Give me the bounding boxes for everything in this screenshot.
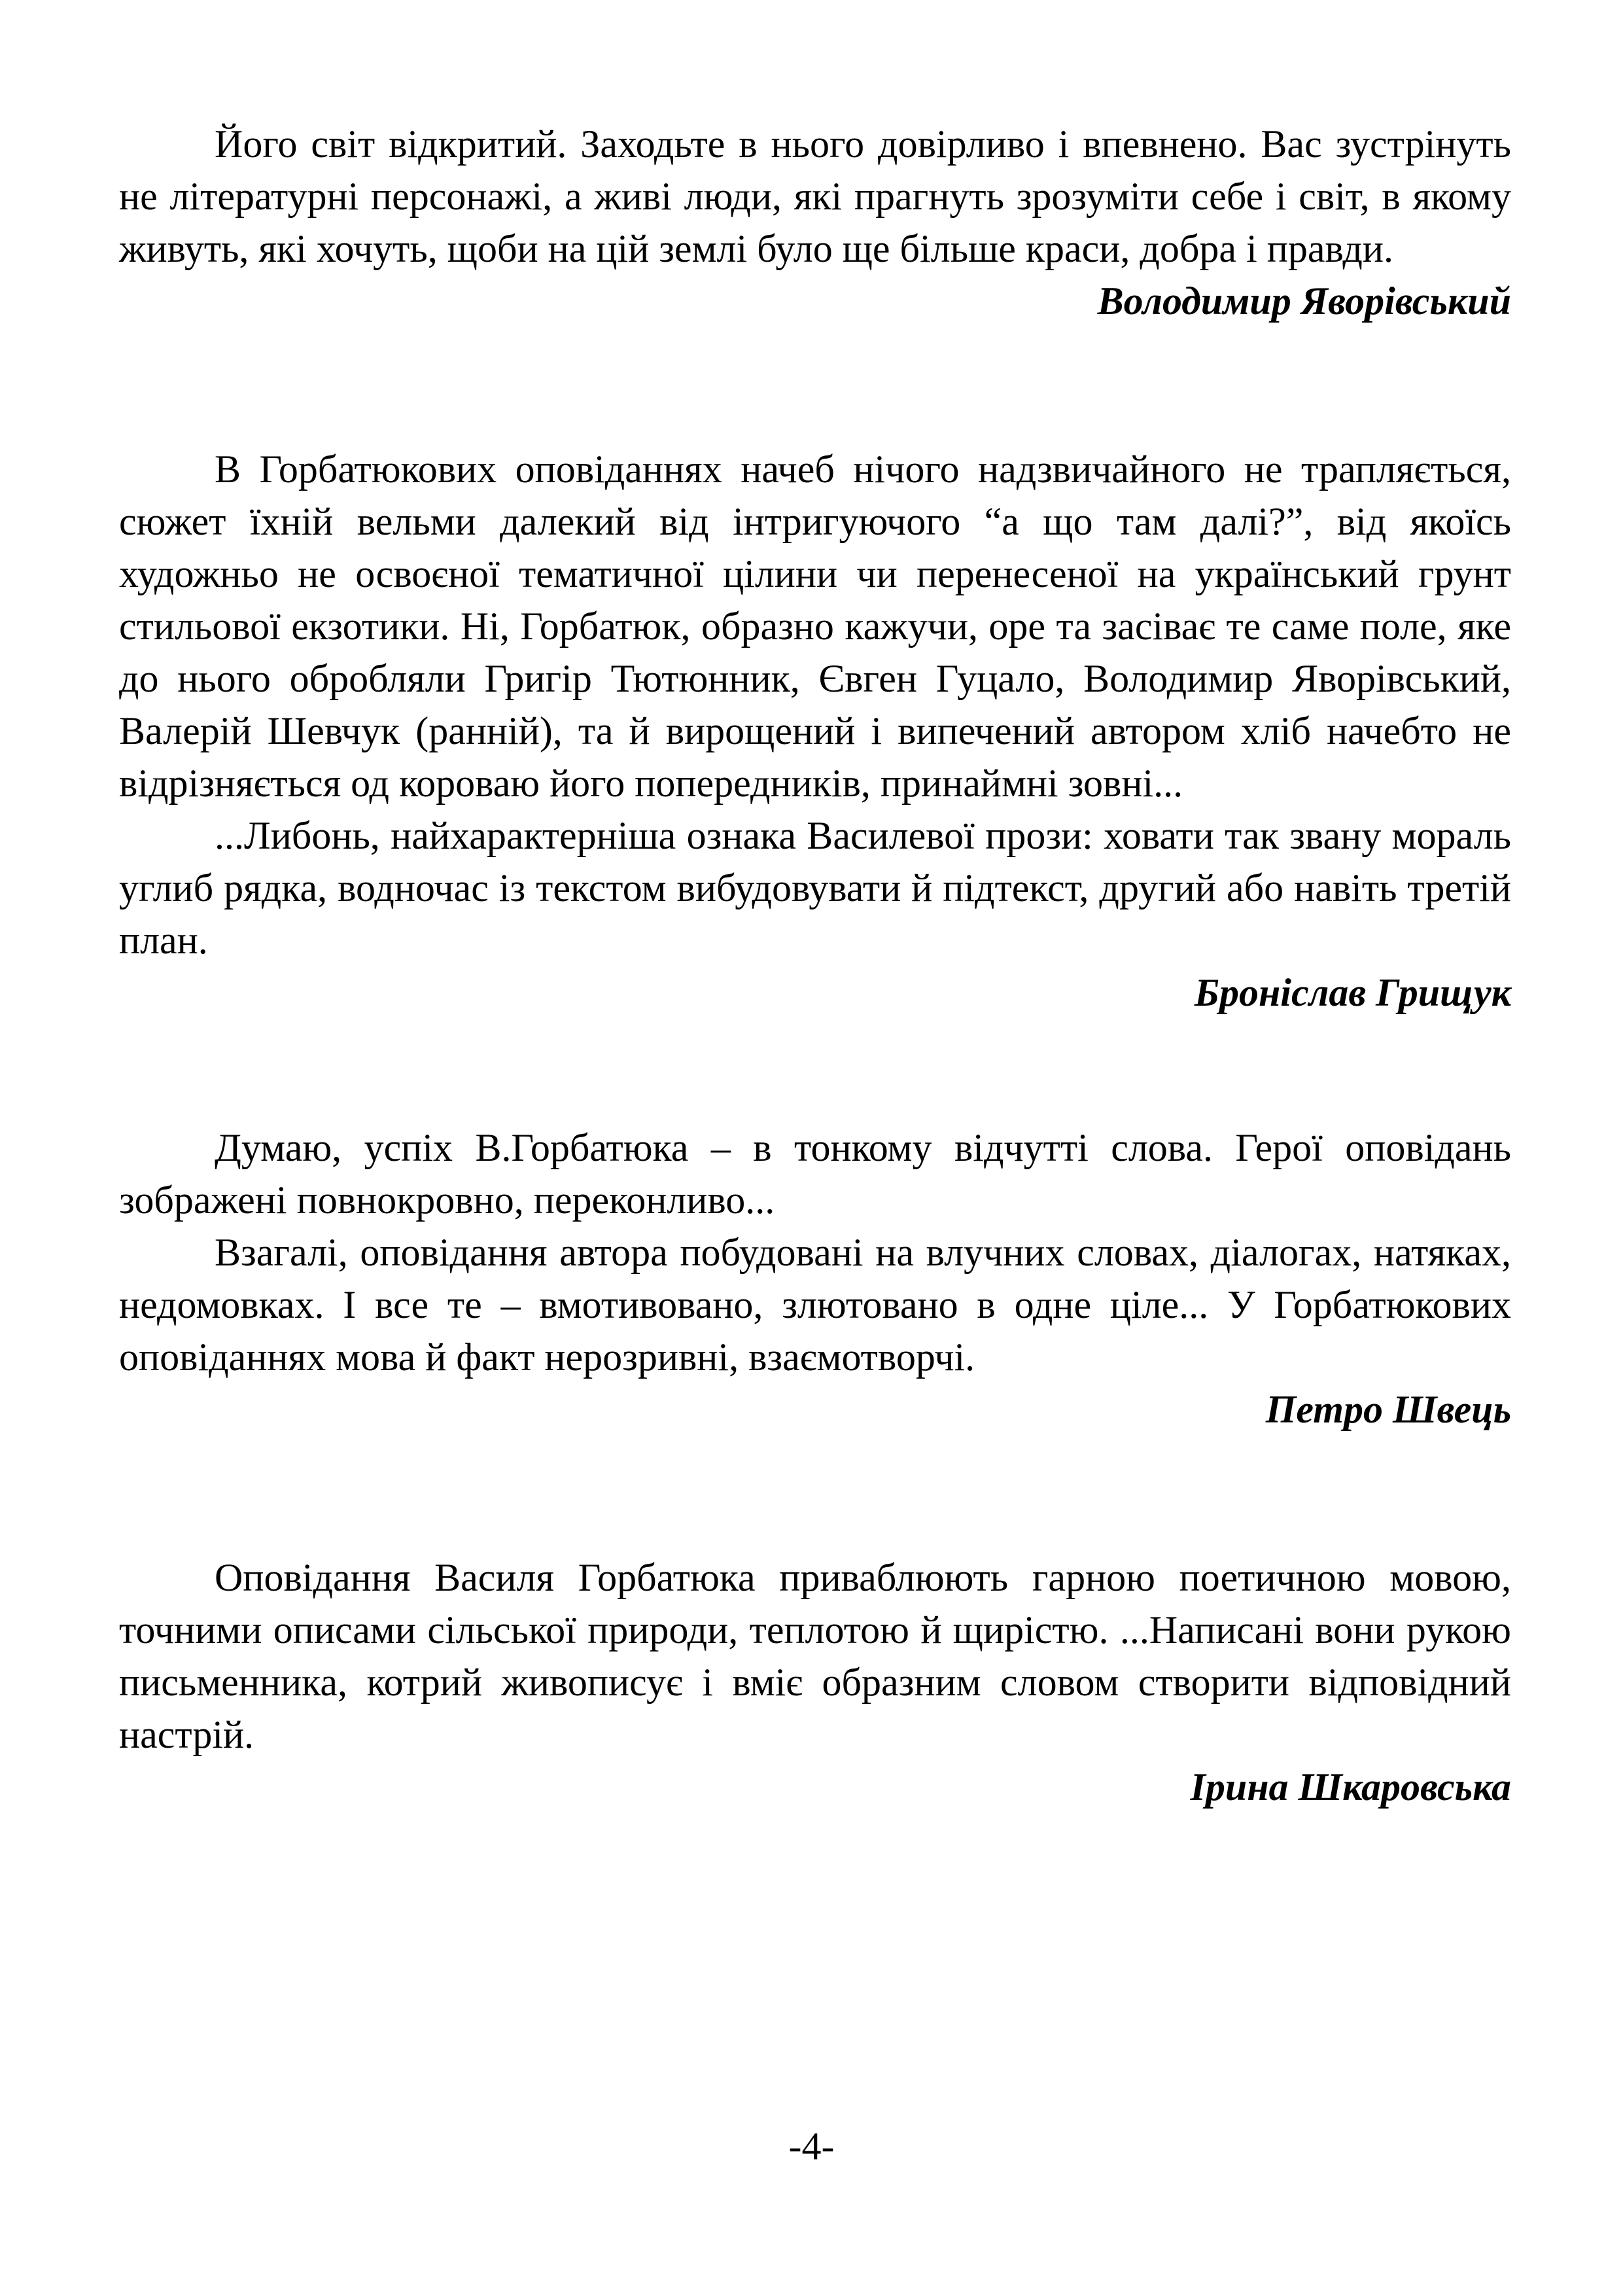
review-paragraph: Його світ відкритий. Заходьте в нього довірливо і впевнено. Вас зустрінуть не літературні персонажі, а живі люди, які прагнуть зрозуміти себе і світ, в якому живуть, які хочуть, щоби на цій землі було ще більше краси, добра і правди. [119, 122, 1511, 270]
review-hryshchuk [119, 443, 1511, 1019]
page-number: -4- [788, 2125, 835, 2168]
review-paragraph: Думаю, успіх В.Горбатюка – в тонкому відчутті слова. Герої оповідань зображені повнокровно, переконливо... [119, 1126, 1511, 1222]
review-author: Володимир Яворівський [1097, 279, 1511, 323]
review-paragraph: Взагалі, оповідання автора побудовані на влучних словах, діалогах, натяках, недомовках. І все те – вмотивовано, злютовано в одне ціле... У Горбатюкових оповіданнях мова й факт нерозривні, взаємотворчі. [119, 1231, 1511, 1379]
review-shvets [119, 1122, 1511, 1436]
review-yavorivskyi [119, 118, 1511, 327]
review-paragraph: ...Либонь, найхарактерніша ознака Василевої прози: ховати так звану мораль углиб рядка, водночас із текстом вибудовувати й підтекст, другий або навіть третій план. [119, 814, 1511, 962]
review-paragraph: В Горбатюкових оповіданнях начеб нічого надзвичайного не трапляється, сюжет їхній вельми далекий від інтригуючого “а що там далі?”, від якоїсь художньо не освоєної тематичної цілини чи перенесеної на український грунт стильової екзотики. Ні, Горбатюк, образно кажучи, оре та засіває те саме поле, яке до нього обробляли Григір Тютюнник, Євген Гуцало, Володимир Яворівський, Валерій Шевчук (ранній), та й вирощений і випечений автором хліб начебто не відрізняється од короваю його попередників, принаймні зовні... [119, 448, 1511, 805]
review-author: Петро Швець [1265, 1388, 1511, 1431]
review-author: Ірина Шкаровська [1190, 1765, 1511, 1809]
review-shkarovska [119, 1551, 1511, 1813]
review-author: Броніслав Грищук [1194, 971, 1511, 1014]
review-paragraph: Оповідання Василя Горбатюка приваблюють гарною поетичною мовою, точними описами сільської природи, теплотою й щирістю. ...Написані вони рукою письменника, котрий живописує і вміє образним словом створити відповідний настрій. [119, 1556, 1511, 1756]
